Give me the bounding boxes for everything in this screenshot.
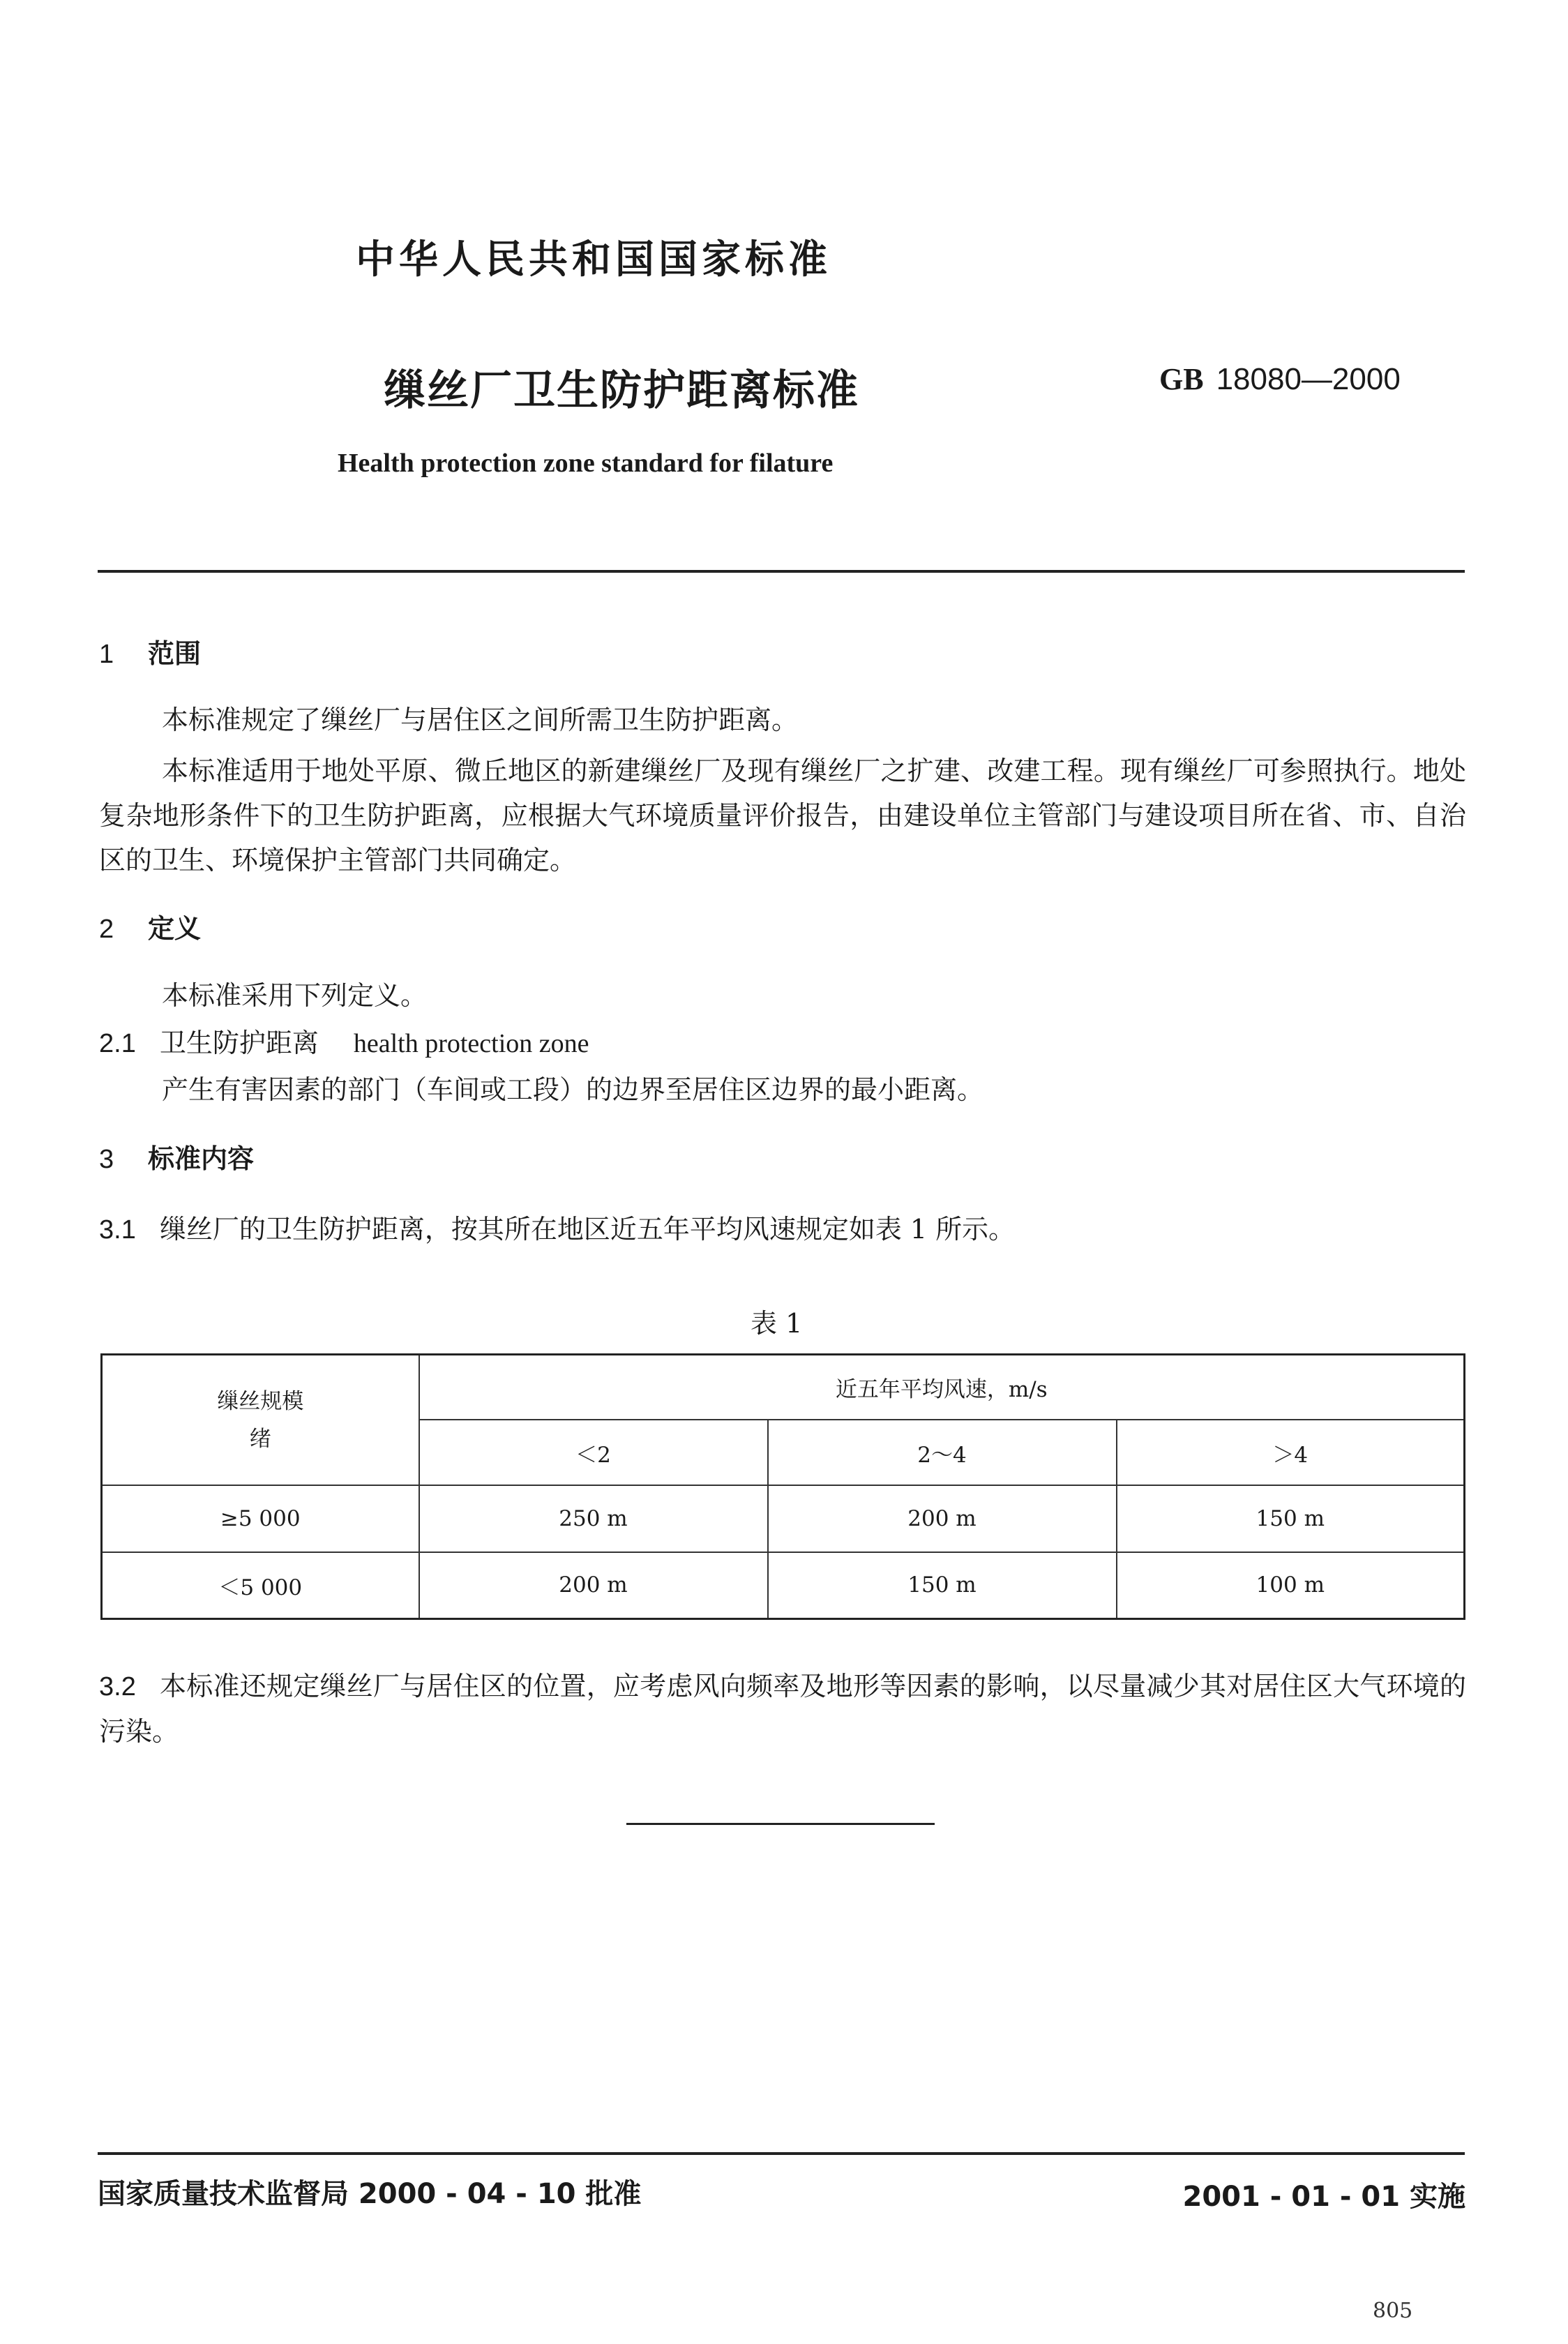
section-1-heading (99, 632, 201, 670)
page-number: 805 (1373, 2299, 1413, 2323)
section-3-heading (99, 1137, 254, 1175)
header-divider (98, 570, 1465, 573)
clause-2-1-definition: 产生有害因素的部门（车间或工段）的边界至居住区边界的最小距离。 (162, 1074, 984, 1105)
section-1-paragraph-2: 本标准适用于地处平原、微丘地区的新建缫丝厂及现有缫丝厂之扩建、改建工程。现有缫丝厂可参照执行。地处复杂地形条件下的卫生防护距离，应根据大气环境质量评价报告，由建设单位主管部门与建设项目所在省、市、自治区的卫生、环境保护主管部门共同确定。 (99, 756, 1466, 876)
section-2-heading (99, 907, 201, 945)
table-caption: 表 1 (751, 1308, 803, 1339)
section-3-title: 标准内容 (148, 1143, 255, 1174)
section-3-number: 3 (99, 1145, 114, 1174)
clause-3-1-number: 3.1 (99, 1215, 136, 1245)
clause-2-1-number: 2.1 (99, 1029, 136, 1058)
gb-standard-code (1159, 361, 1401, 397)
wind-col-header: ＞4 (1117, 1420, 1465, 1485)
clause-2-1-term: 卫生防护距离 (159, 1028, 319, 1058)
table-stub-cell (102, 1355, 419, 1486)
clause-3-2-number: 3.2 (99, 1672, 136, 1701)
wind-speed-header: 近五年平均风速，m/s (419, 1355, 1465, 1420)
section-1-title: 范围 (148, 638, 202, 669)
distance-cell: 100 m (1117, 1552, 1465, 1619)
end-divider (626, 1823, 935, 1825)
scale-cell: ≥5 000 (102, 1485, 419, 1552)
gb-prefix: GB (1159, 362, 1204, 396)
distance-cell: 150 m (768, 1552, 1117, 1619)
distance-cell: 150 m (1117, 1485, 1465, 1552)
clause-3-2 (99, 1664, 1466, 1754)
effective-date-line: 2001 - 01 - 01 实施 (1182, 2181, 1465, 2213)
table-row (102, 1552, 1465, 1619)
section-2-paragraph: 本标准采用下列定义。 (162, 980, 428, 1011)
clause-2-1 (99, 1021, 589, 1066)
document-title: 缫丝厂卫生防护距离标准 (384, 366, 859, 415)
clause-2-1-term-en: health protection zone (353, 1029, 589, 1058)
table-row (102, 1485, 1465, 1552)
clause-3-2-text: 本标准还规定缫丝厂与居住区的位置，应考虑风向频率及地形等因素的影响，以尽量减少其对居住区大气环境的污染。 (99, 1671, 1466, 1747)
stub-label-line-1: 缫丝规模 (217, 1388, 304, 1414)
section-2-number: 2 (99, 915, 114, 944)
clause-3-1-text: 缫丝厂的卫生防护距离，按其所在地区近五年平均风速规定如表 1 所示。 (159, 1214, 1016, 1245)
table-header-row (102, 1355, 1465, 1420)
distance-cell: 200 m (768, 1485, 1117, 1552)
distance-cell: 250 m (419, 1485, 768, 1552)
section-1-number: 1 (99, 640, 114, 669)
distance-table (100, 1353, 1465, 1620)
wind-col-header: 2～4 (768, 1420, 1117, 1485)
section-1-paragraph-1: 本标准规定了缫丝厂与居住区之间所需卫生防护距离。 (162, 705, 799, 735)
approval-line: 国家质量技术监督局 2000 - 04 - 10 批准 (98, 2178, 642, 2210)
scale-cell: ＜5 000 (102, 1552, 419, 1619)
section-2-title: 定义 (148, 913, 202, 944)
gb-number: 18080—2000 (1216, 362, 1401, 396)
footer-divider (98, 2152, 1465, 2155)
national-standard-heading: 中华人民共和国国家标准 (356, 237, 831, 283)
stub-label-line-2: 绪 (249, 1426, 271, 1452)
wind-col-header: ＜2 (419, 1420, 768, 1485)
distance-cell: 200 m (419, 1552, 768, 1619)
english-title: Health protection zone standard for filature (338, 449, 834, 478)
clause-3-1 (99, 1207, 1015, 1252)
